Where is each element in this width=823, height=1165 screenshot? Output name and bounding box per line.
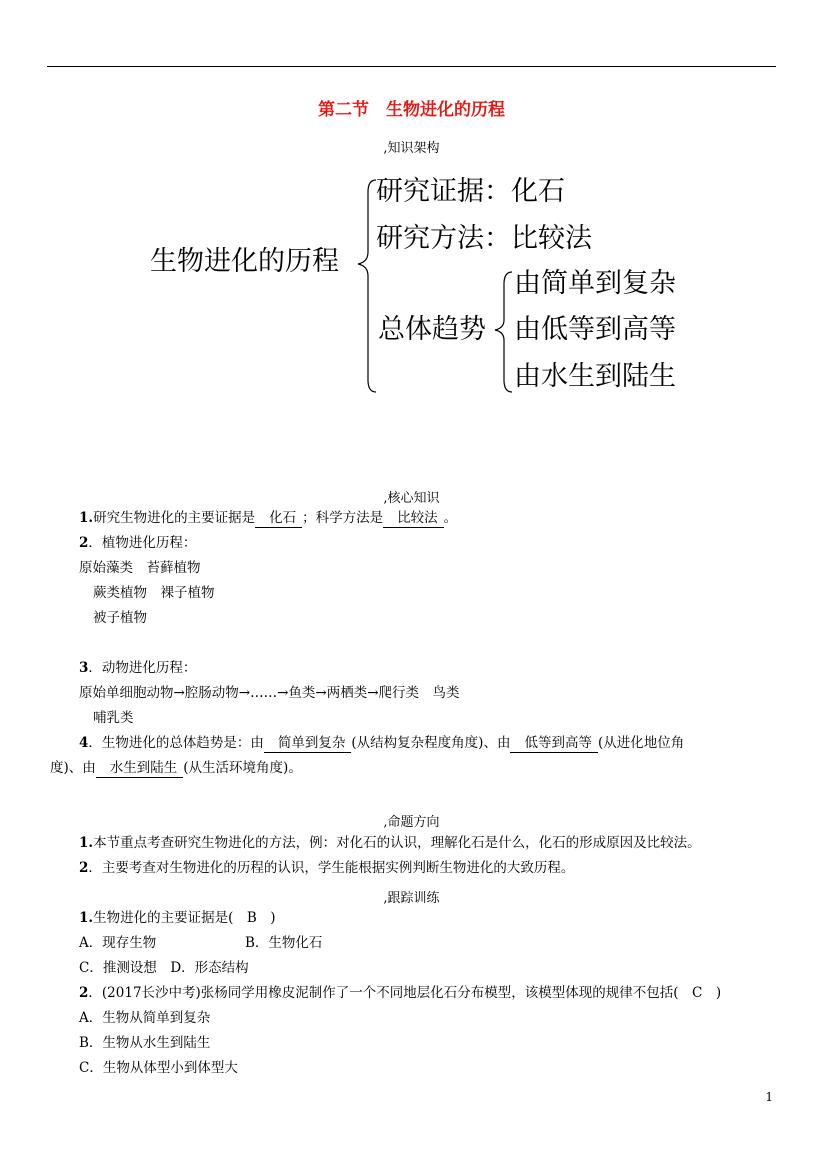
section-exam-direction: ,命题方向 [383, 815, 440, 830]
animal-line: 原始单细胞动物→腔肠动物→……→鱼类→两栖类→爬行类 鸟类 [79, 685, 460, 701]
option-b: B．生物化石 [245, 935, 323, 951]
animal-line: 哺乳类 [93, 710, 134, 726]
option-a: A．现存生物 [79, 935, 157, 951]
mindmap-trend-1: 由简单到复杂 [514, 268, 676, 299]
answer-blank: 水生到陆生 [96, 762, 184, 778]
core-item-4: 4．生物进化的总体趋势是：由 简单到复杂 (从结构复杂程度角度)、由 低等到高等 (从进化地位角 [79, 735, 685, 751]
section-knowledge-structure: ,知识架构 [383, 141, 440, 156]
core-item-3: 3．动物进化历程： [79, 660, 197, 676]
mindmap-braces [0, 0, 823, 420]
plant-line: 蕨类植物 裸子植物 [93, 585, 215, 601]
direction-item-2: 2．主要考查对生物进化的历程的认识，学生能根据实例判断生物进化的大致历程。 [79, 860, 575, 876]
answer-blank: 化石 [255, 512, 302, 528]
direction-item-1: 1.本节重点考查研究生物进化的方法，例：对化石的认识，理解化石是什么，化石的形成原因及比较法。 [79, 835, 701, 851]
question-2: 2．(2017长沙中考)张杨同学用橡皮泥制作了一个不同地层化石分布模型，该模型体现的规律不包括( C ) [79, 985, 722, 1001]
option-b: B．生物从水生到陆生 [79, 1035, 211, 1051]
plant-line: 原始藻类 苔藓植物 [79, 560, 201, 576]
mindmap-branch-method: 研究方法：比较法 [376, 223, 592, 254]
question-1: 1.生物进化的主要证据是( B ) [79, 910, 276, 926]
option-a: A．生物从简单到复杂 [79, 1010, 211, 1026]
mindmap-root: 生物进化的历程 [150, 246, 339, 277]
section-core-knowledge: ,核心知识 [383, 491, 440, 506]
answer-blank: 比较法 [383, 512, 444, 528]
mindmap-trend-3: 由水生到陆生 [514, 361, 676, 392]
answer-blank: 低等到高等 [510, 737, 598, 753]
option-cd: C．推测设想 D．形态结构 [79, 960, 249, 976]
answer-blank: 简单到复杂 [264, 737, 352, 753]
page-number: 1 [765, 1090, 773, 1104]
brace-trend [495, 272, 512, 392]
core-item-4-cont: 度)、由 水生到陆生 (从生活环境角度)。 [50, 760, 302, 776]
core-item-1: 1.研究生物进化的主要证据是 化石 ；科学方法是 比较法 。 [79, 510, 458, 526]
mindmap-branch-trend: 总体趋势 [378, 314, 486, 345]
brace-main [358, 180, 376, 392]
section-practice: ,跟踪训练 [383, 891, 440, 906]
mindmap-trend-2: 由低等到高等 [514, 314, 676, 345]
page-title: 第二节 生物进化的历程 [318, 100, 505, 120]
option-c: C．生物从体型小到体型大 [79, 1060, 238, 1076]
mindmap-branch-evidence: 研究证据：化石 [376, 176, 565, 207]
core-item-2: 2．植物进化历程： [79, 535, 197, 551]
plant-line: 被子植物 [93, 610, 147, 626]
